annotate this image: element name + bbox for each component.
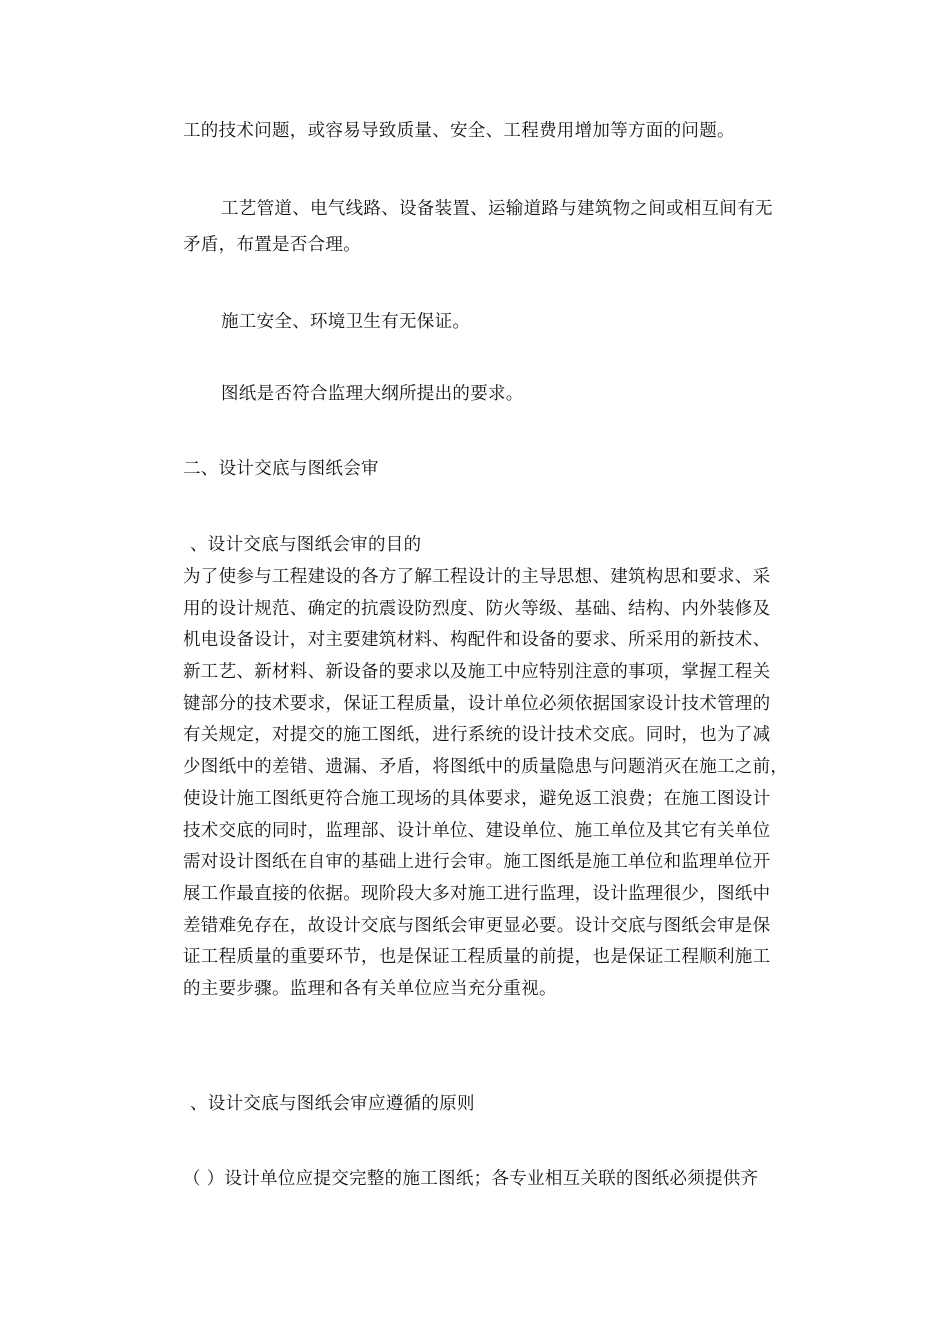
paragraph-line: 机电设备设计，对主要建筑材料、构配件和设备的要求、所采用的新技术、	[183, 630, 771, 651]
purpose-paragraph	[183, 566, 809, 1010]
paragraph-line: 少图纸中的差错、遗漏、矛盾，将图纸中的质量隐患与问题消灭在施工之前，	[183, 757, 789, 778]
item-outline: 图纸是否符合监理大纲所提出的要求。	[221, 384, 524, 404]
paragraph-line: 差错难免存在，故设计交底与图纸会审更显必要。设计交底与图纸会审是保	[183, 915, 771, 936]
item-pipeline-line-2: 矛盾，布置是否合理。	[183, 235, 361, 255]
paragraph-line: 展工作最直接的依据。现阶段大多对施工进行监理，设计监理很少，图纸中	[183, 883, 771, 904]
paragraph-line: 技术交底的同时，监理部、设计单位、建设单位、施工单位及其它有关单位	[183, 820, 771, 841]
subsection-heading-purpose: 、设计交底与图纸会审的目的	[190, 535, 422, 555]
paragraph-line: 证工程质量的重要环节，也是保证工程质量的前提，也是保证工程顺利施工	[183, 947, 771, 968]
paragraph-line: 键部分的技术要求，保证工程质量，设计单位必须依据国家设计技术管理的	[183, 693, 771, 714]
subsection-heading-principles: 、设计交底与图纸会审应遵循的原则	[190, 1094, 475, 1114]
paragraph-continuation: 工的技术问题，或容易导致质量、安全、工程费用增加等方面的问题。	[183, 121, 735, 141]
paragraph-line: 用的设计规范、确定的抗震设防烈度、防火等级、基础、结构、内外装修及	[183, 598, 771, 619]
paragraph-line: 的主要步骤。监理和各有关单位应当充分重视。	[183, 978, 557, 999]
section-heading: 二、设计交底与图纸会审	[183, 459, 379, 479]
paragraph-line: 使设计施工图纸更符合施工现场的具体要求，避免返工浪费；在施工图设计	[183, 788, 771, 809]
item-safety: 施工安全、环境卫生有无保证。	[221, 312, 471, 332]
paragraph-line: 新工艺、新材料、新设备的要求以及施工中应特别注意的事项，掌握工程关	[183, 662, 771, 683]
paragraph-line: 为了使参与工程建设的各方了解工程设计的主导思想、建筑构思和要求、采	[183, 567, 771, 587]
principle-item-1: （ ）设计单位应提交完整的施工图纸；各专业相互关联的图纸必须提供齐	[183, 1169, 759, 1189]
paragraph-line: 有关规定，对提交的施工图纸，进行系统的设计技术交底。同时，也为了减	[183, 725, 771, 746]
item-pipeline-line-1: 工艺管道、电气线路、设备装置、运输道路与建筑物之间或相互间有无	[221, 199, 773, 219]
paragraph-line: 需对设计图纸在自审的基础上进行会审。施工图纸是施工单位和监理单位开	[183, 852, 771, 873]
